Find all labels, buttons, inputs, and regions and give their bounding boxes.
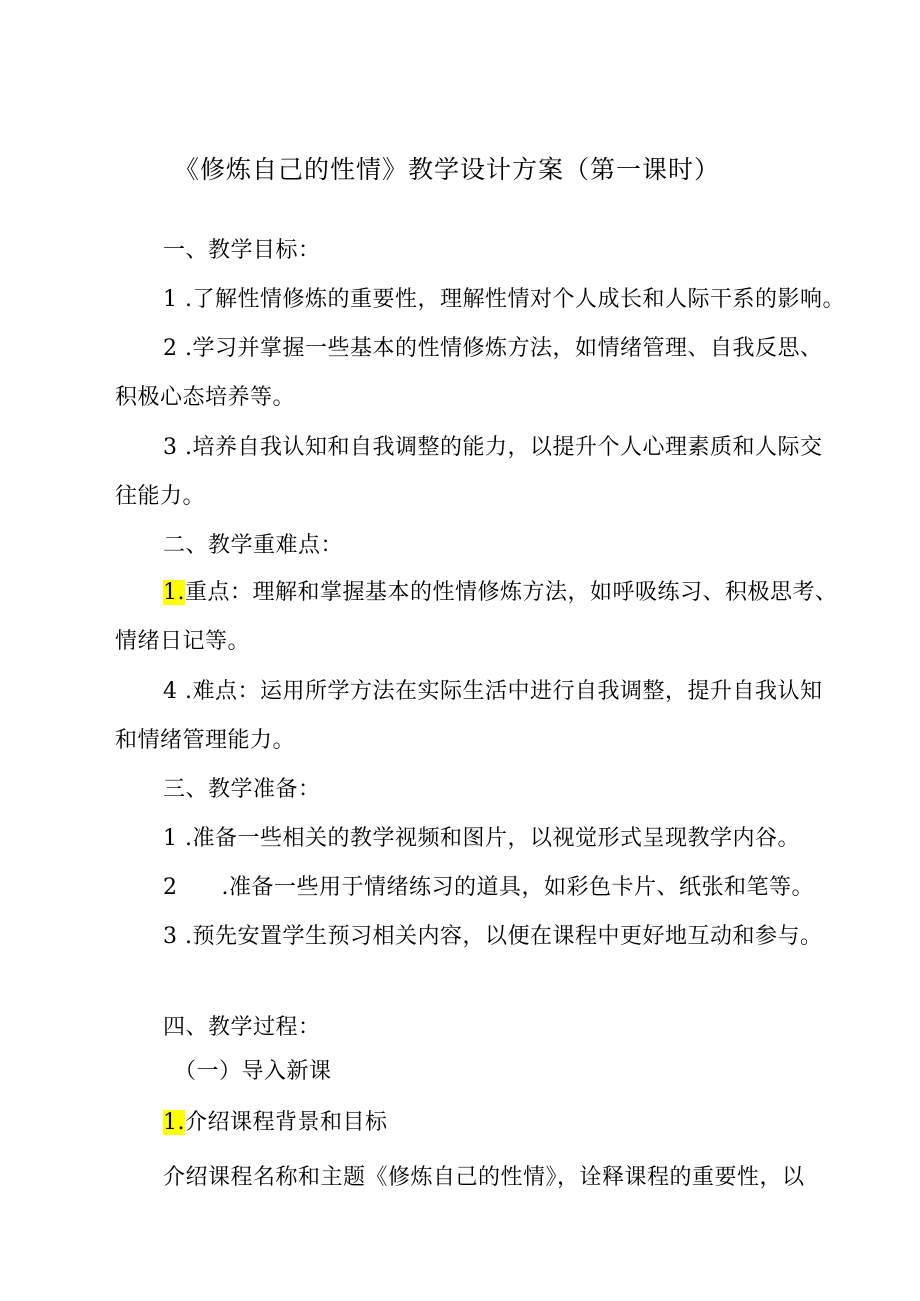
process-body-line-1: 介绍课程名称和主题《修炼自己的性情》，诠释课程的重要性，以: [163, 1165, 805, 1190]
preparation-item-1: 1 .准备一些相关的教学视频和图片，以视觉形式呈现教学内谷。: [163, 826, 800, 851]
process-item-1: [163, 1108, 388, 1138]
preparation-item-2-number: 2: [163, 875, 178, 900]
objective-item-1: 1 .了解性情修炼的重要性，理解性情对个人成长和人际干系的影响。: [163, 287, 845, 312]
key-point-item-1-line-1: [163, 578, 838, 608]
preparation-item-2-text: .准备一些用于情绪练习的道具，如彩色卡片、纸张和笔等。: [221, 875, 814, 900]
key-point-item-1-text: 重点：理解和掌握基本的性情修炼方法，如呼吸练习、积极思考、: [185, 580, 838, 605]
objective-item-3-line-2: 往能力。: [115, 484, 206, 509]
section-heading-preparation: 三、教学准备：: [163, 777, 321, 802]
document-title: 《修炼自己的性情》教学设计方案（第一课时）: [174, 155, 721, 184]
section-heading-objectives: 一、教学目标：: [163, 238, 321, 263]
key-point-item-2-line-1: 4 .难点：运用所学方法在实际生活中进行自我调整，提升自我认知: [163, 679, 823, 704]
preparation-item-3: 3 .预先安置学生预习相关内容，以便在课程中更好地互动和参与。: [163, 924, 823, 949]
process-item-1-text: 介绍课程背景和目标: [185, 1110, 388, 1135]
key-point-item-1-line-2: 情绪日记等。: [115, 629, 251, 654]
objective-item-2-line-2: 积极心态培养等。: [115, 385, 296, 410]
process-sub-heading: （一）导入新课: [174, 1059, 332, 1084]
objective-item-2-line-1: 2 .学习并掌握一些基本的性情修炼方法，如情绪管理、自我反思、: [163, 336, 823, 361]
highlighted-number: 1.: [163, 580, 185, 605]
highlighted-number: 1.: [163, 1110, 185, 1135]
section-heading-process: 四、教学过程：: [163, 1015, 321, 1040]
preparation-item-2: [163, 873, 814, 903]
objective-item-3-line-1: 3 .培养自我认知和自我调整的能力，以提升个人心理素质和人际交: [163, 435, 823, 460]
key-point-item-2-line-2: 和情绪管理能力。: [115, 728, 296, 753]
section-heading-key-points: 二、教学重难点：: [163, 533, 344, 558]
